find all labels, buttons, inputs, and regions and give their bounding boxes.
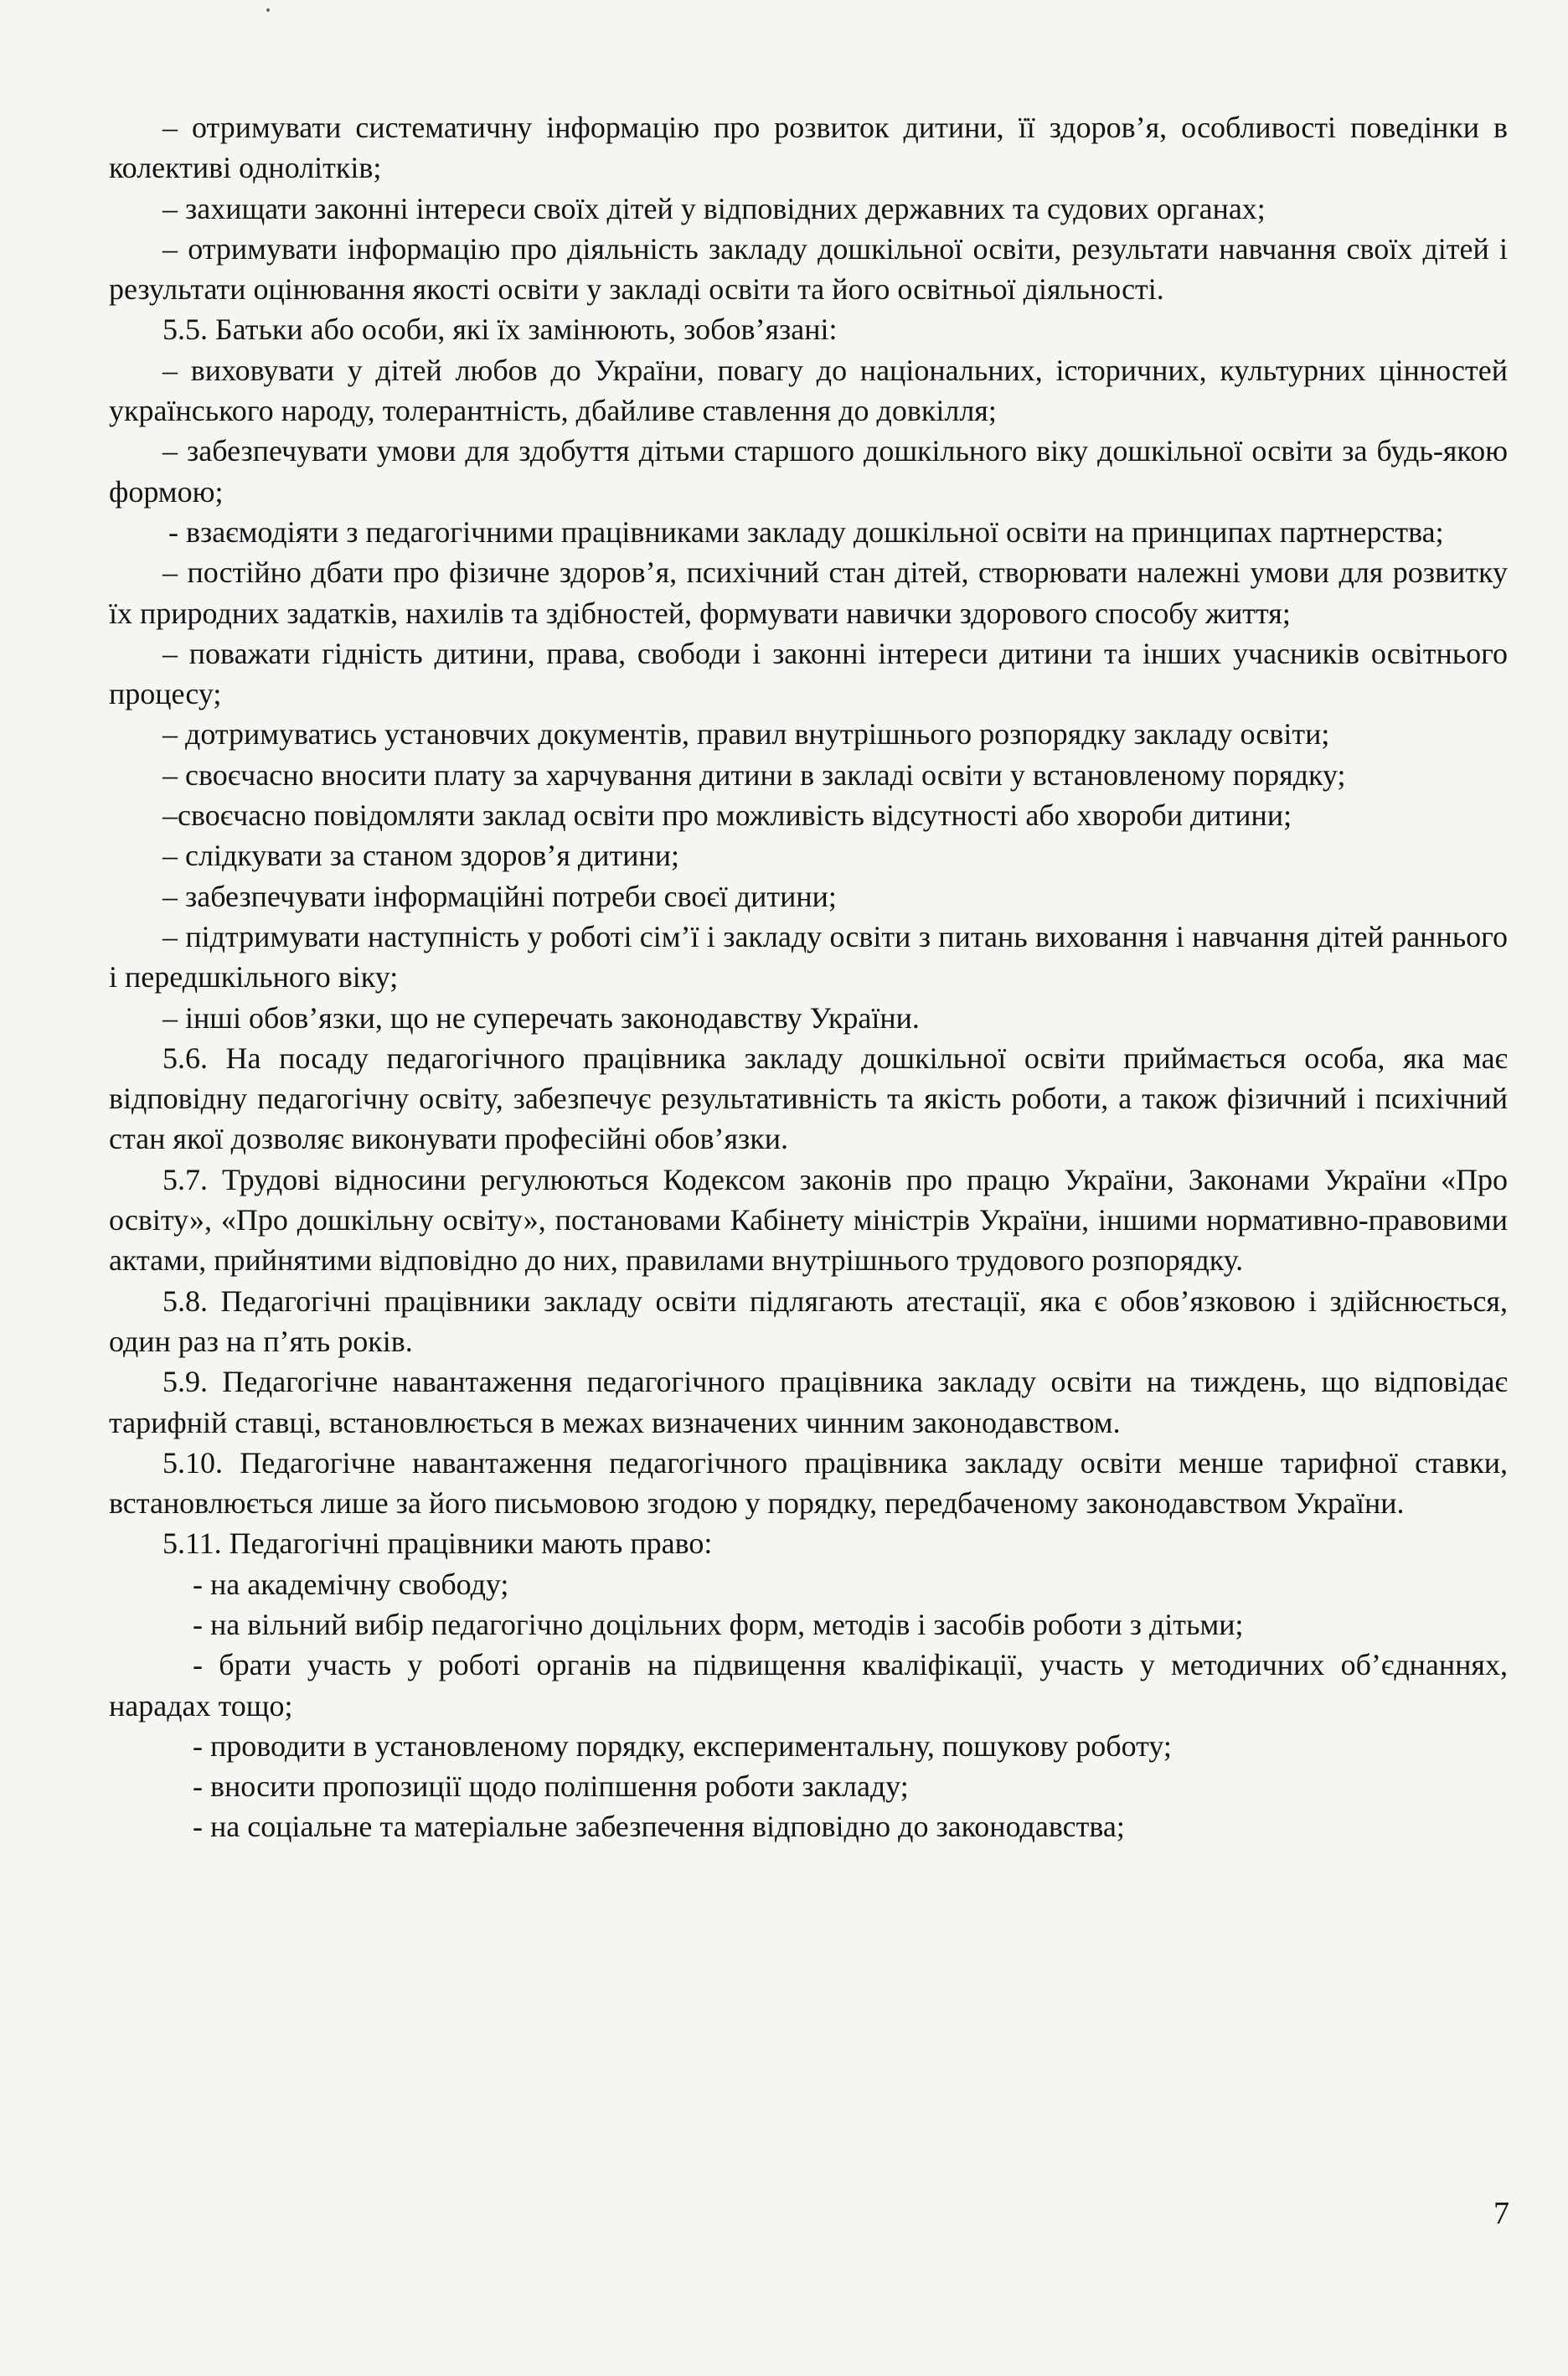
paragraph-parent-right-protect: – захищати законні інтереси своїх дітей у відповідних державних та судових органах; (162, 191, 1266, 225)
paragraph-parent-right-activity-info: – отримувати інформацію про діяльність закладу дошкільної освіти, результати навчання своїх дітей і результати оцінювання якості освіти у закладі освіти та його освітньої діяльності. (109, 231, 1508, 307)
paragraph-right-qualification: - брати участь у роботі органів на підвищення кваліфікації, участь у методичних об’єднаннях, нарадах тощо; (109, 1648, 1508, 1723)
paragraph-duty-payment: – своєчасно вносити плату за харчування дитини в закладі освіти у встановленому порядку; (162, 757, 1346, 792)
paragraph-duty-upbringing: – виховувати у дітей любов до України, повагу до національних, історичних, культурних цінностей українського народу, толерантність, дбайливе ставлення до довкілля; (109, 353, 1508, 428)
page-number: 7 (1493, 2196, 1509, 2231)
paragraph-duty-monitor-health: – слідкувати за станом здоров’я дитини; (162, 839, 680, 873)
scan-speck (266, 8, 270, 12)
section-heading-5-5: 5.5. Батьки або особи, які їх замінюють, зобов’язані: (162, 312, 838, 347)
paragraph-duty-rules: – дотримуватись установчих документів, правил внутрішнього розпорядку закладу освіти; (162, 717, 1330, 752)
section-5-9: 5.9. Педагогічне навантаження педагогічного працівника закладу освіти на тиждень, що відповідає тарифній ставці, встановлюється в межах визначених чинним законодавством. (109, 1365, 1508, 1439)
paragraph-right-social-support: - на соціальне та матеріальне забезпечення відповідно до законодавства; (193, 1810, 1125, 1844)
document-page (109, 107, 1508, 2311)
paragraph-right-experimental: - проводити в установленому порядку, експериментальну, пошукову роботу; (193, 1728, 1172, 1763)
paragraph-duty-dignity: – поважати гідність дитини, права, свободи і законні інтереси дитини та інших учасників освітнього процесу; (109, 636, 1508, 711)
paragraph-duty-info-needs: – забезпечувати інформаційні потреби своєї дитини; (162, 879, 837, 913)
paragraph-right-proposals: - вносити пропозиції щодо поліпшення роботи закладу; (193, 1769, 909, 1804)
paragraph-parent-right-info: – отримувати систематичну інформацію про розвиток дитини, її здоров’я, особливості поведінки в колективі однолітків; (109, 111, 1508, 185)
section-5-6: 5.6. На посаду педагогічного працівника закладу дошкільної освіти приймається особа, яка має відповідну педагогічну освіту, забезпечує результативність та якість роботи, а також фізичний і психічний стан якої дозволяє виконувати професійні обов’язки. (109, 1041, 1508, 1156)
paragraph-duty-interaction: - взаємодіяти з педагогічними працівниками закладу дошкільної освіти на принципах партнерства; (168, 514, 1444, 549)
section-5-8: 5.8. Педагогічні працівники закладу освіти підлягають атестації, яка є обов’язковою і здійснюється, один раз на п’ять років. (109, 1284, 1508, 1358)
paragraph-right-academic-freedom: - на академічну свободу; (193, 1567, 509, 1601)
paragraph-duty-other: – інші обов’язки, що не суперечать законодавству України. (162, 1000, 920, 1035)
paragraph-duty-continuity: – підтримувати наступність у роботі сім’ї і закладу освіти з питань виховання і навчання дітей раннього і передшкільного віку; (109, 919, 1508, 994)
paragraph-duty-education-conditions: – забезпечувати умови для здобуття дітьми старшого дошкільного віку дошкільної освіти за будь-якою формою; (109, 434, 1508, 509)
section-5-7: 5.7. Трудові відносини регулюються Кодексом законів про працю України, Законами України «Про освіту», «Про дошкільну освіту», постановами Кабінету міністрів України, іншими нормативно-правовими актами, прийнятими відповідно до них, правилами внутрішнього трудового розпорядку. (109, 1162, 1508, 1278)
section-5-10: 5.10. Педагогічне навантаження педагогічного працівника закладу освіти менше тарифної ставки, встановлюється лише за його письмовою згодою у порядку, передбаченому законодавством України. (109, 1445, 1508, 1521)
paragraph-duty-notify: –своєчасно повідомляти заклад освіти про можливість відсутності або хвороби дитини; (162, 798, 1292, 833)
section-heading-5-11: 5.11. Педагогічні працівники мають право: (162, 1526, 713, 1561)
paragraph-duty-health: – постійно дбати про фізичне здоров’я, психічний стан дітей, створювати належні умови для розвитку їх природних задатків, нахилів та здібностей, формувати навички здорового способу життя; (109, 555, 1508, 630)
paragraph-right-free-choice: - на вільний вибір педагогічно доцільних форм, методів і засобів роботи з дітьми; (193, 1607, 1244, 1641)
